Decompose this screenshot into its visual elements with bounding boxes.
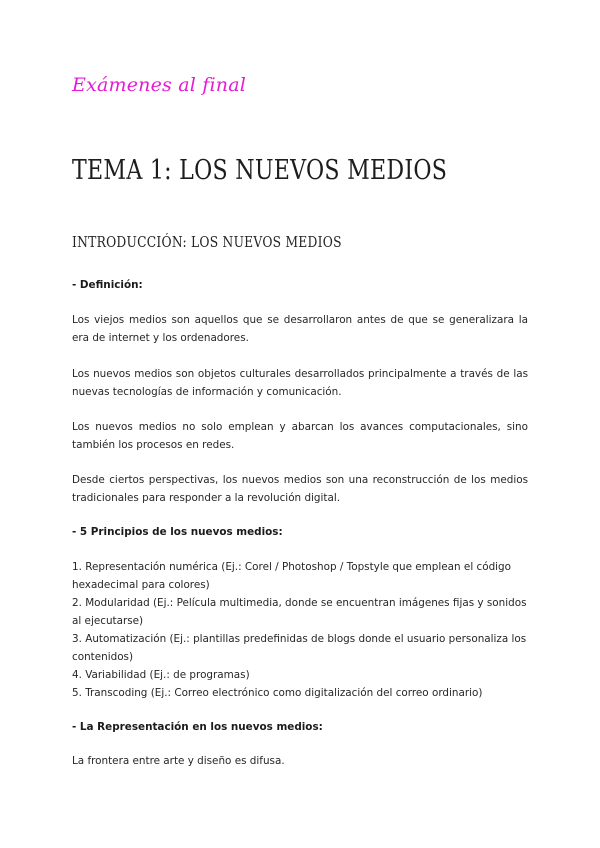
representation-paragraph: La frontera entre arte y diseño es difusa.: [72, 755, 285, 767]
definition-paragraph-2: Los nuevos medios son objetos culturales desarrollados principalmente a través de las nuevas tecnologías de información y comunicación.: [72, 368, 528, 398]
definition-paragraph-3: Los nuevos medios no solo emplean y abarcan los avances computacionales, sino también los procesos en redes.: [72, 421, 528, 451]
list-item: 2. Modularidad (Ej.: Película multimedia, donde se encuentran imágenes fijas y sonidos al ejecutarse): [72, 597, 527, 627]
list-item: 5. Transcoding (Ej.: Correo electrónico como digitalización del correo ordinario): [72, 687, 483, 699]
definition-paragraph-4: Desde ciertos perspectivas, los nuevos medios son una reconstrucción de los medios tradicionales para responder a la revolución digital.: [72, 474, 528, 504]
principles-list: [72, 558, 528, 702]
definition-heading: - Definición:: [72, 279, 143, 291]
page-title: TEMA 1: LOS NUEVOS MEDIOS: [72, 155, 448, 186]
list-item: 1. Representación numérica (Ej.: Corel / Photoshop / Topstyle que emplean el código hexadecimal para colores): [72, 561, 512, 591]
principles-heading: - 5 Principios de los nuevos medios:: [72, 526, 283, 538]
exam-note: Exámenes al final: [72, 74, 247, 96]
list-item: 4. Variabilidad (Ej.: de programas): [72, 669, 250, 681]
section-heading: INTRODUCCIÓN: LOS NUEVOS MEDIOS: [72, 233, 342, 251]
representation-heading: - La Representación en los nuevos medios:: [72, 721, 323, 733]
definition-paragraph-1: Los viejos medios son aquellos que se desarrollaron antes de que se generalizara la era de internet y los ordenadores.: [72, 314, 528, 344]
list-item: 3. Automatización (Ej.: plantillas predefinidas de blogs donde el usuario personaliza los contenidos): [72, 633, 527, 663]
